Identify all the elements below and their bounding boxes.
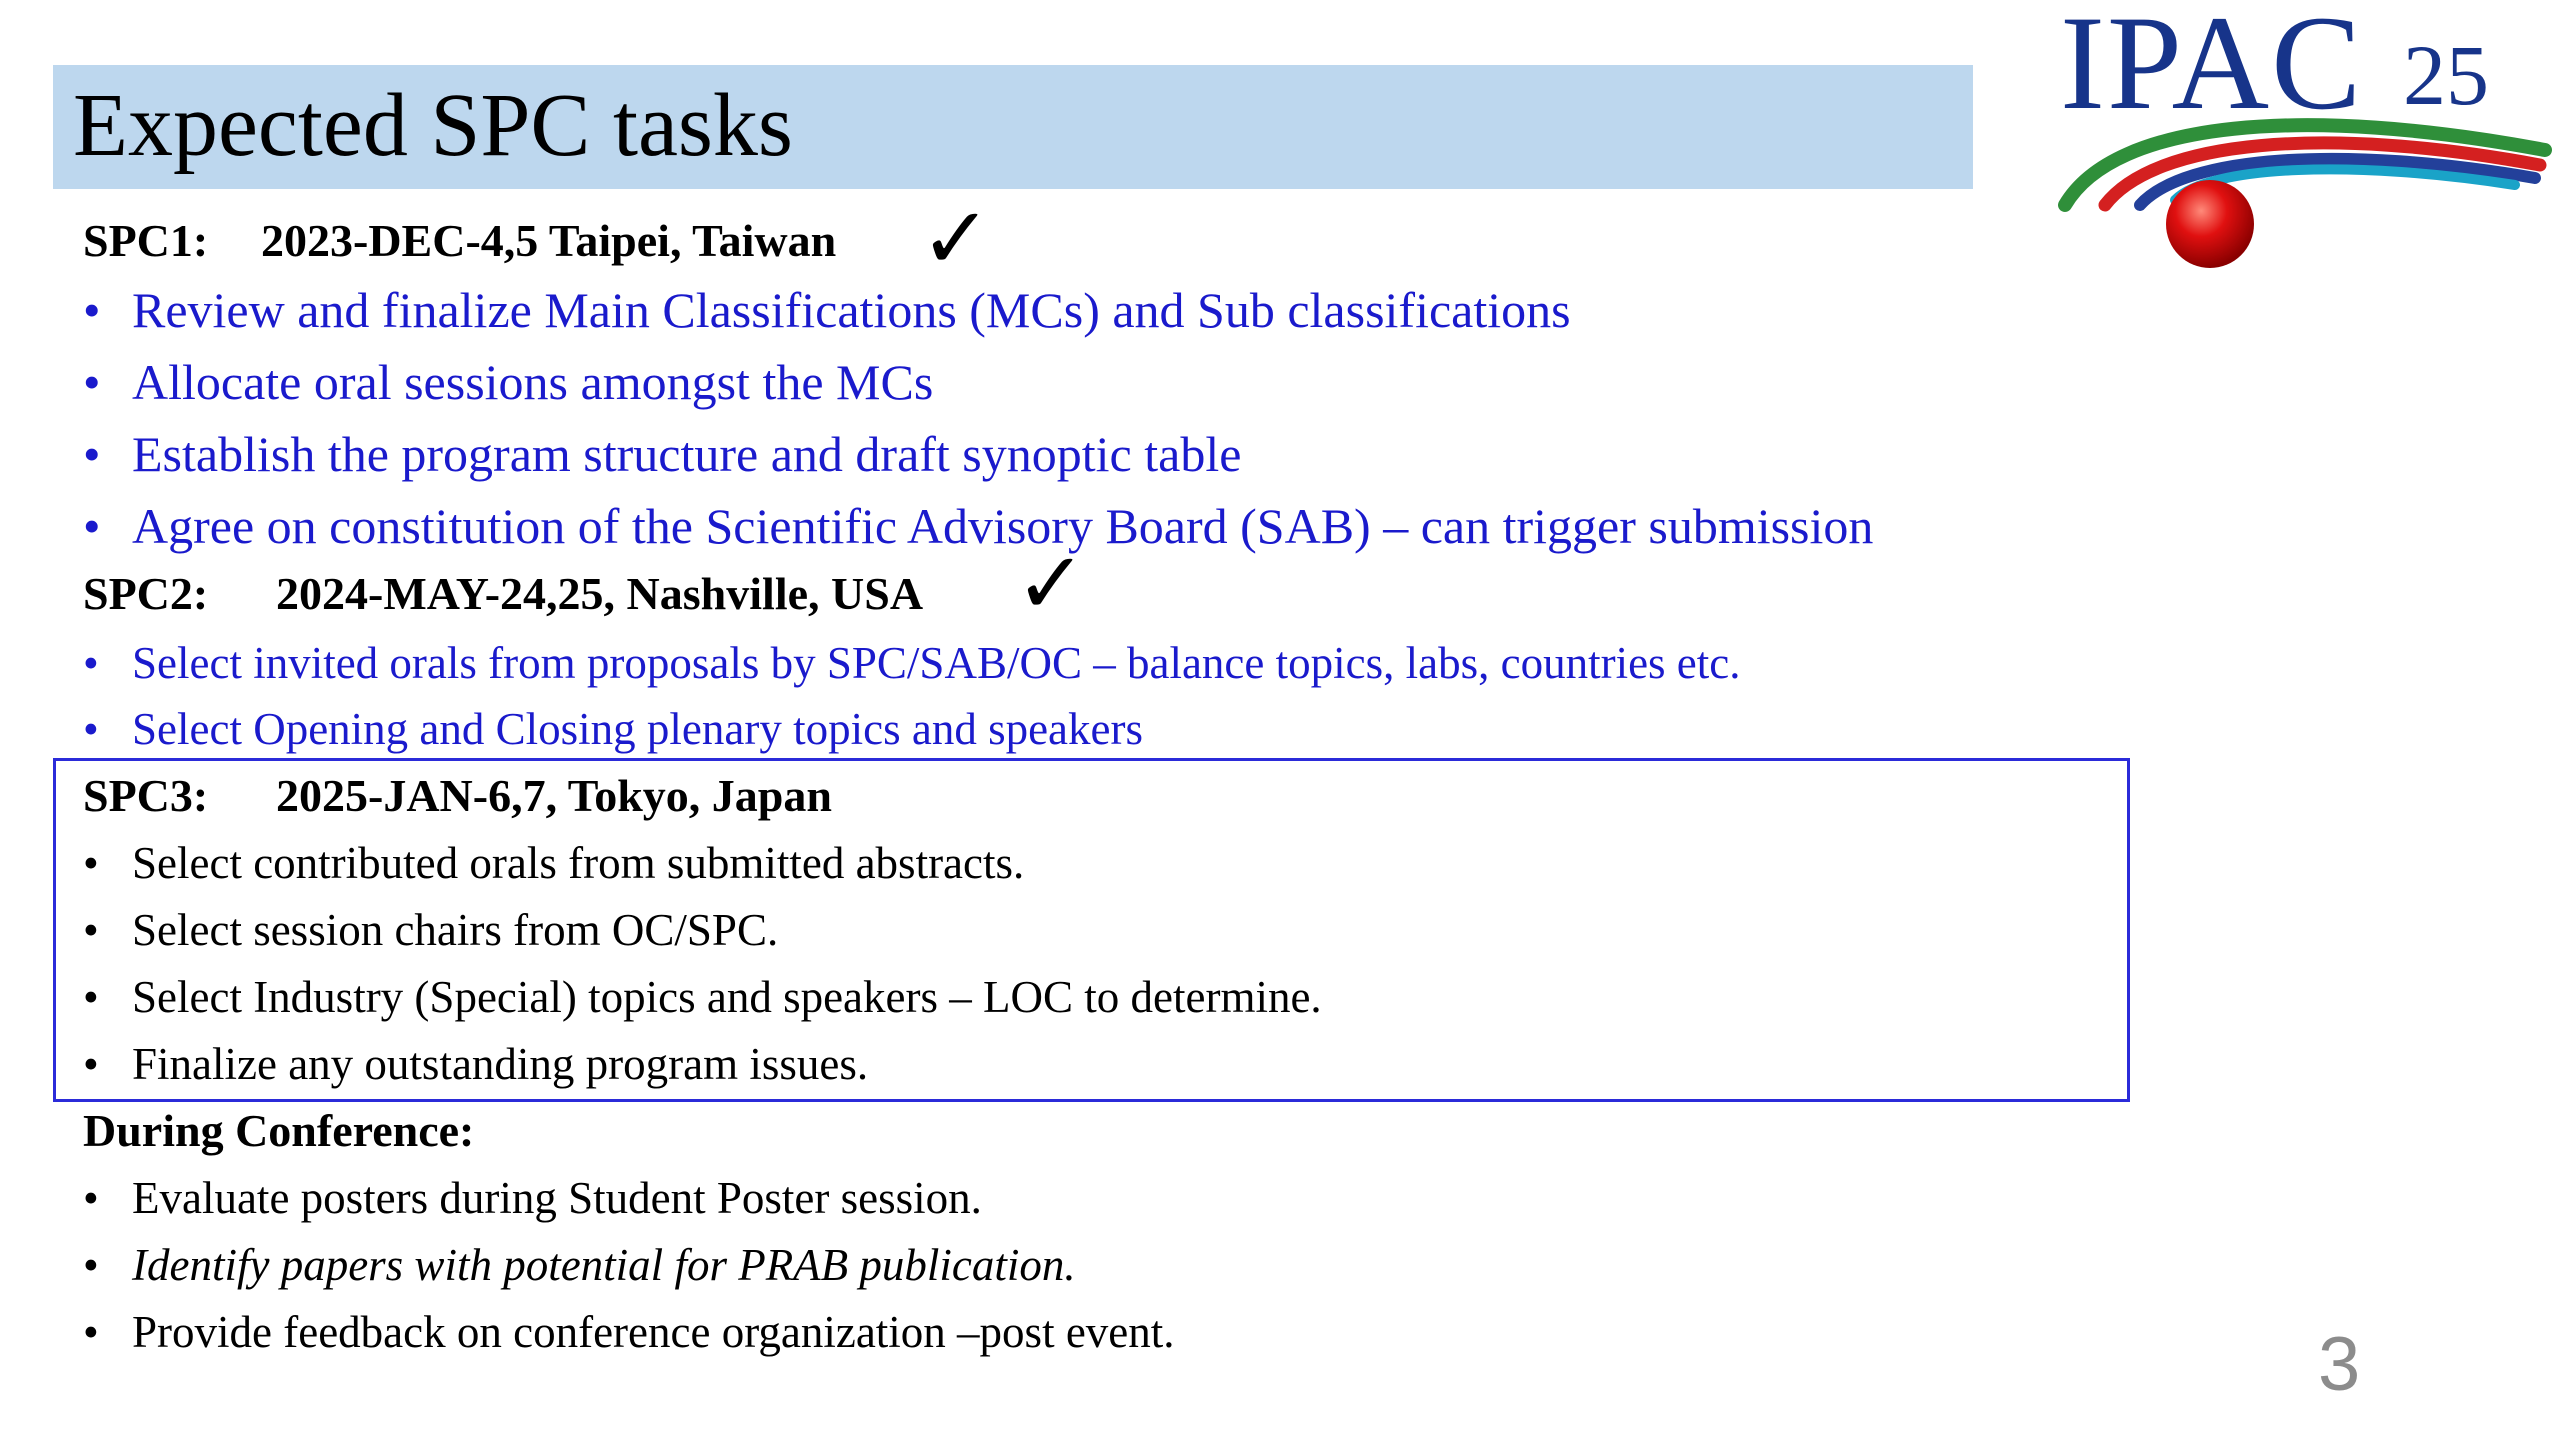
ipac-logo [2045,0,2560,280]
spc1-date: 2023-DEC-4,5 Taipei, Taiwan [261,215,837,266]
logo-ball [2166,180,2254,268]
spc2-heading [83,567,924,621]
logo-text: IPAC [2060,0,2364,138]
spc1-label: SPC1: [83,215,209,266]
spc2-date: 2024-MAY-24,25, Nashville, USA [276,568,924,619]
spc3-heading [83,769,832,823]
title-bar [53,65,1973,189]
slide-title: Expected SPC tasks [73,76,793,175]
conference-heading: During Conference: [83,1105,475,1156]
page-number: 3 [2318,1322,2361,1407]
logo-number: 25 [2403,27,2489,123]
spc1-heading [83,214,837,268]
spc3-date: 2025-JAN-6,7, Tokyo, Japan [276,770,832,821]
spc2-label: SPC2: [83,568,209,619]
spc3-label: SPC3: [83,770,209,821]
spc2-checkmark-icon: ✓ [1015,534,1088,634]
spc1-checkmark-icon: ✓ [920,189,993,289]
